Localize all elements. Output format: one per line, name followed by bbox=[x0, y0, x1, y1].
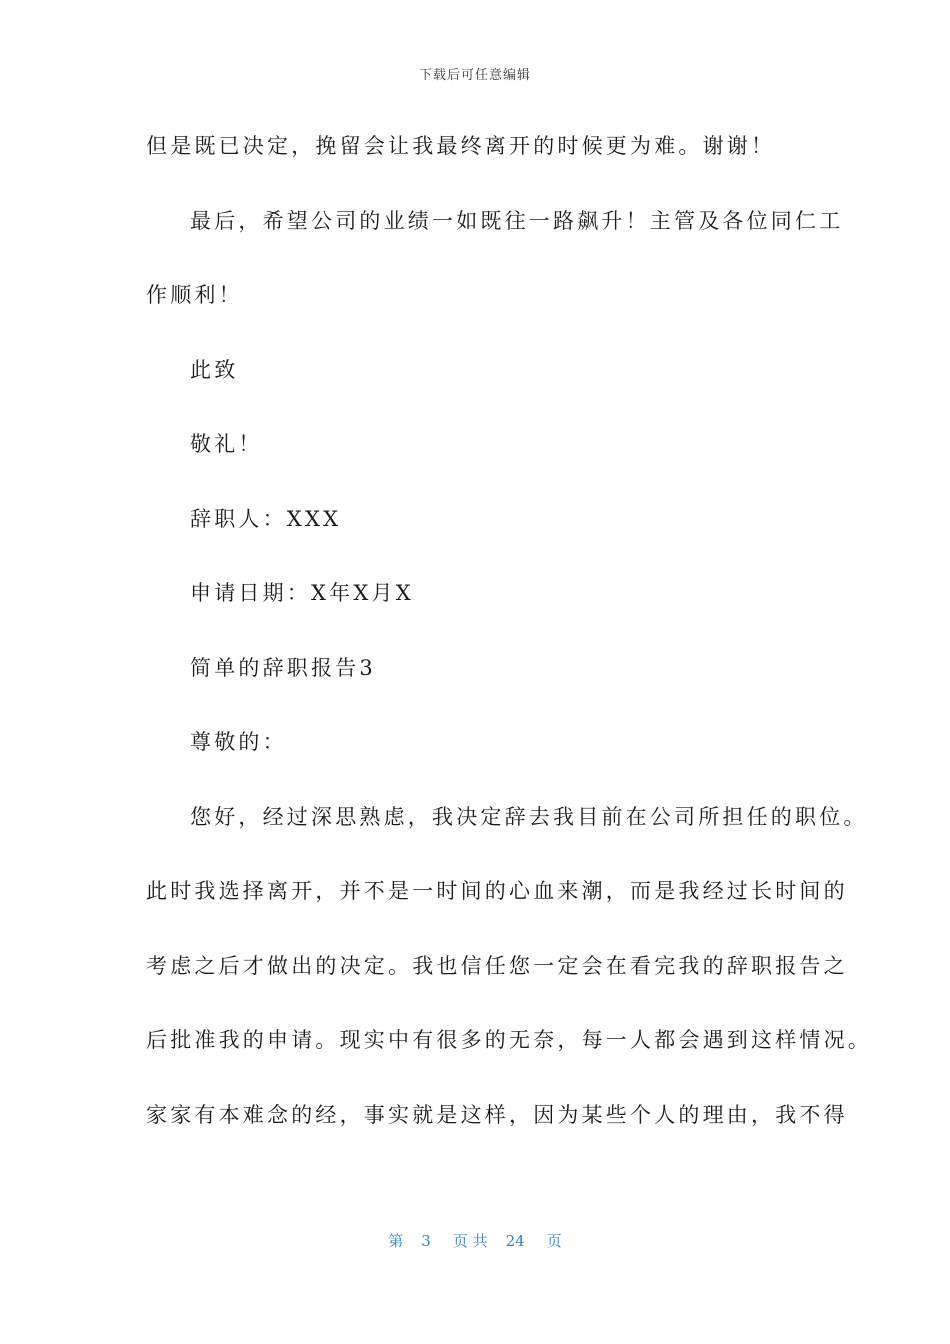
closing-regards: 敬礼！ bbox=[190, 432, 263, 456]
closing-salutation: 此致 bbox=[190, 357, 239, 382]
footer-total-pages: 24 bbox=[505, 1232, 525, 1250]
text-line: 最后，希望公司的业绩一如既往一路飙升！主管及各位同仁工 bbox=[190, 208, 844, 233]
footer-current-page: 3 bbox=[421, 1232, 431, 1250]
text-line: 作顺利！ bbox=[146, 283, 243, 307]
text-line: 您好，经过深思熟虑，我决定辞去我目前在公司所担任的职位。 bbox=[190, 804, 868, 829]
application-date: 申请日期：X年X月X bbox=[190, 581, 414, 605]
footer-prefix: 第 bbox=[388, 1232, 404, 1250]
text-line: 但是既已决定，挽留会让我最终离开的时候更为难。谢谢！ bbox=[146, 134, 776, 158]
document-body bbox=[146, 128, 872, 1171]
footer-middle: 页 共 bbox=[452, 1232, 488, 1250]
section-title: 简单的辞职报告3 bbox=[190, 655, 376, 680]
text-line: 家家有本难念的经，事实就是这样，因为某些个人的理由，我不得 bbox=[146, 1102, 848, 1127]
page-number-footer bbox=[0, 1230, 950, 1251]
greeting: 尊敬的： bbox=[190, 730, 287, 754]
text-line: 此时我选择离开，并不是一时间的心血来潮，而是我经过长时间的 bbox=[146, 879, 848, 903]
signatory: 辞职人：XXX bbox=[190, 506, 342, 531]
text-line: 后批准我的申请。现实中有很多的无奈，每一人都会遇到这样情况。 bbox=[146, 1028, 872, 1052]
text-line: 考虑之后才做出的决定。我也信任您一定会在看完我的辞职报告之 bbox=[146, 953, 848, 978]
footer-suffix: 页 bbox=[546, 1232, 562, 1250]
page-header-note: 下载后可任意编辑 bbox=[418, 68, 531, 83]
